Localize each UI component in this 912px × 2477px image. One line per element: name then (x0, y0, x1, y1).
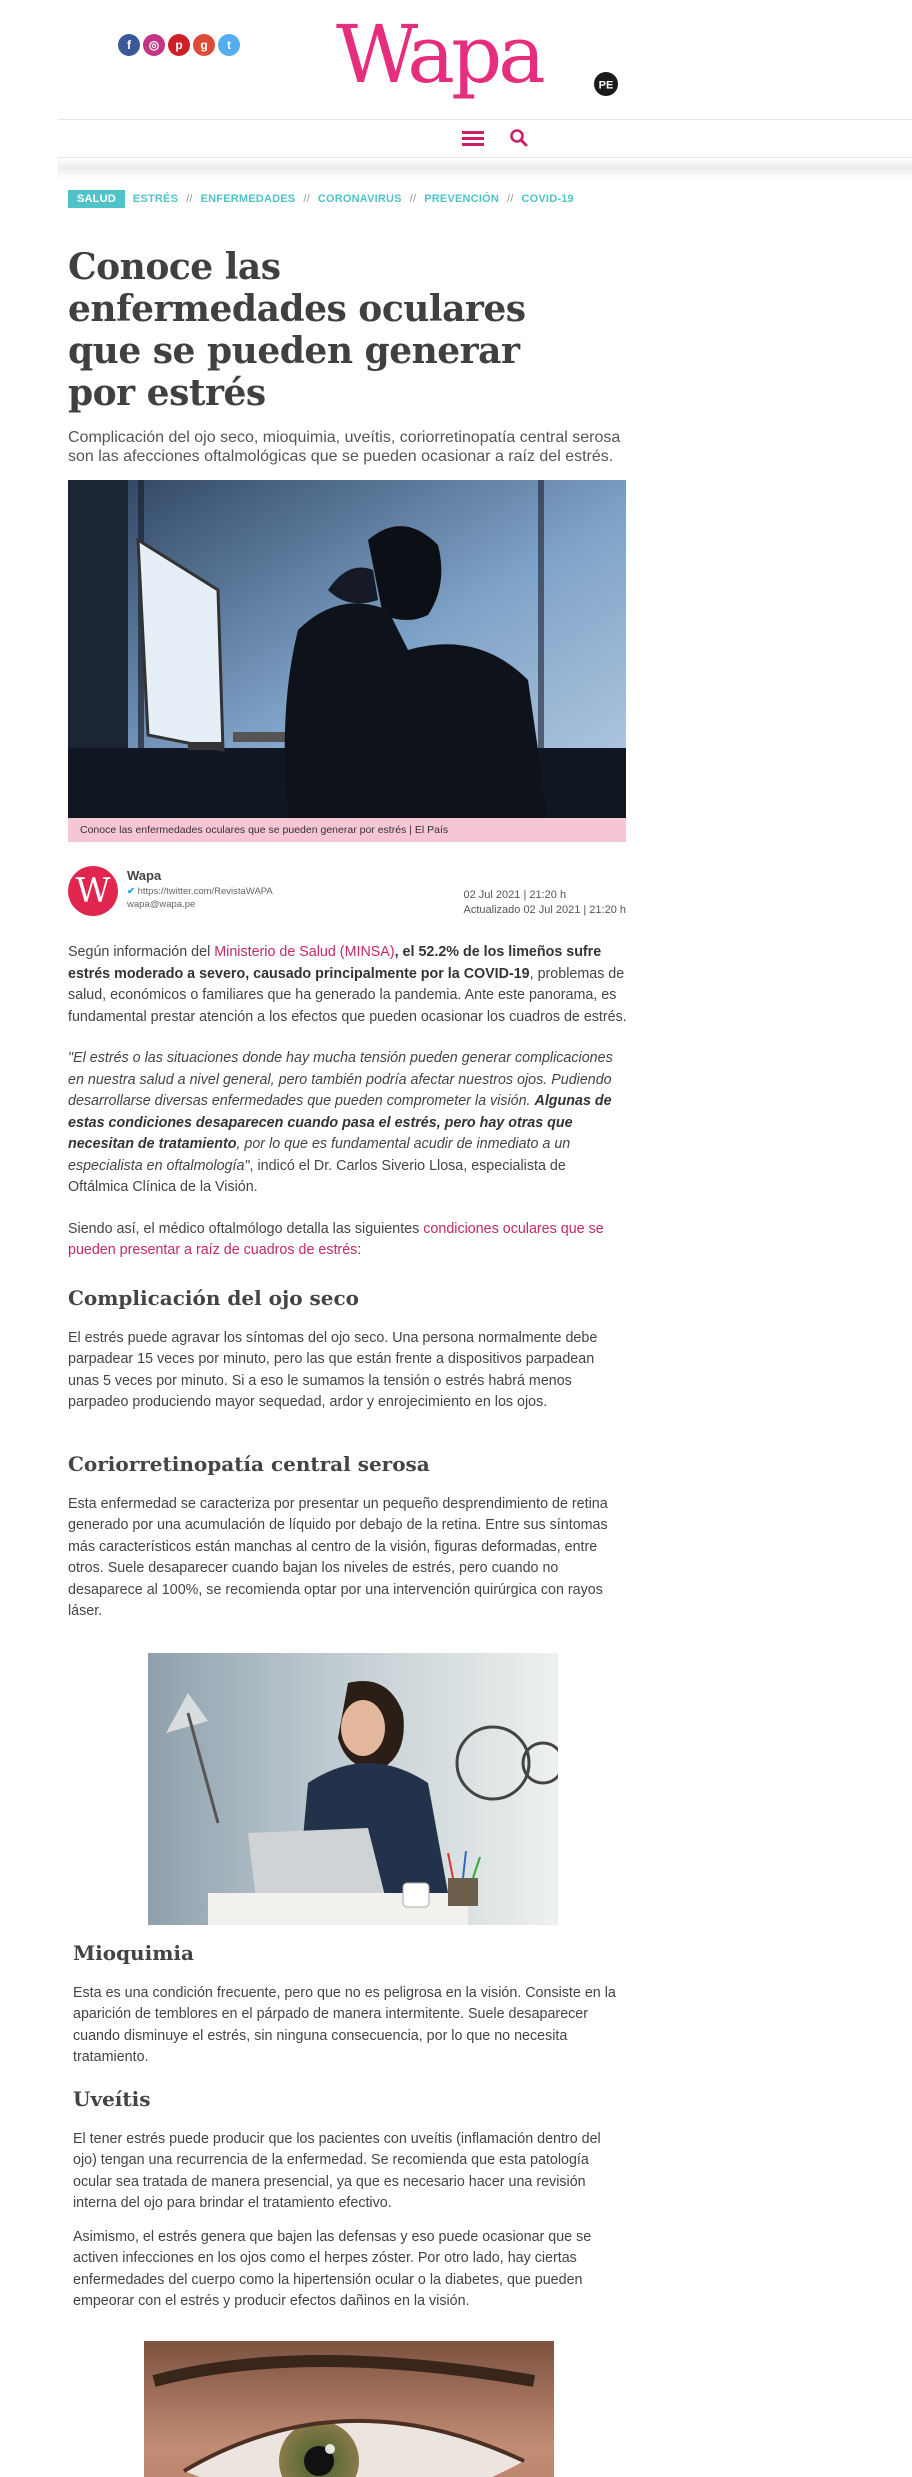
breadcrumb-separator: // (186, 193, 193, 205)
paragraph: Según información del Ministerio de Salud (MINSA), el 52.2% de los limeños sufre estrés moderado a severo, causado principalmente por la COVID-19, problemas de salud, económicos o familiares que ha generado la pandemia. Ante este panorama, es fundamental prestar atención a los efectos que pueden ocasionar los cuadros de estrés. (68, 944, 627, 1025)
instagram-icon[interactable]: ◎ (143, 34, 165, 56)
divider (58, 119, 912, 120)
section-heading: Coriorretinopatía central serosa (68, 1451, 430, 1476)
logo-wordmark: Wapa (336, 14, 542, 101)
breadcrumb (68, 190, 628, 208)
hero-caption: Conoce las enfermedades oculares que se pueden generar por estrés | El País (68, 818, 626, 842)
section-heading: Mioquimia (73, 1940, 194, 1965)
breadcrumb-separator: // (409, 193, 417, 205)
site-header (58, 0, 912, 180)
breadcrumb-item[interactable]: ENFERMEDADES (200, 193, 296, 205)
conditions-link[interactable]: condiciones oculares que se pueden presentar a raíz de cuadros de estrés (68, 1220, 604, 1258)
author-twitter-url[interactable]: https://twitter.com/RevistaWAPA (137, 886, 273, 897)
twitter-icon[interactable]: t (218, 34, 240, 56)
author-name[interactable]: Wapa (127, 868, 162, 883)
google-plus-icon[interactable]: g (193, 34, 215, 56)
article-subtitle: Complicación del ojo seco, mioquimia, uveítis, coriorretinopatía central serosa son las afecciones oftalmológicas que se pueden ocasionar a raíz del estrés. (68, 429, 621, 465)
author-twitter[interactable] (127, 886, 273, 897)
logo-badge: PE (598, 79, 614, 92)
section-heading: Complicación del ojo seco (68, 1285, 360, 1310)
published-date: 02 Jul 2021 | 21:20 h (463, 889, 567, 901)
author-email[interactable]: wapa@wapa.pe (127, 899, 196, 910)
section-tag[interactable]: SALUD (68, 190, 125, 208)
breadcrumb-item[interactable]: ESTRÉS (132, 193, 179, 205)
hero-image (68, 480, 626, 818)
site-logo[interactable] (336, 14, 626, 110)
author-box (68, 866, 628, 922)
article-dates (464, 888, 626, 918)
woman-laptop-image (148, 1653, 558, 1925)
hamburger-menu-icon[interactable] (462, 131, 484, 146)
quote-paragraph: "El estrés o las situaciones donde hay mucha tensión pueden generar complicaciones en nuestra salud a nivel general, pero también podría afectar nuestros ojos. Pudiendo desarrollarse diversas enfermedades que pueden comprometer la visión. Algunas de estas condiciones desaparecen cuando pasa el estrés, pero hay otras que necesitan de tratamiento, por lo que es fundamental acudir de inmediato a un especialista en oftalmología", indicó el Dr. Carlos Siverio Llosa, especialista de Oftálmica Clínica de la Visión. (68, 1050, 613, 1195)
header-shadow (58, 158, 912, 180)
paragraph: Asimismo, el estrés genera que bajen las defensas y eso puede ocasionar que se activen infecciones en los ojos como el herpes zóster. Por otro lado, hay ciertas enfermedades del cuerpo como la hipertensión ocular o la diabetes, que pueden empeorar con el estrés y producir efectos dañinos en la visión. (73, 2228, 592, 2309)
breadcrumb-item[interactable]: CORONAVIRUS (317, 193, 402, 205)
author-avatar[interactable]: W (68, 866, 118, 916)
breadcrumb-item[interactable]: PREVENCIÓN (424, 193, 499, 205)
breadcrumb-separator: // (506, 193, 514, 205)
minsa-link[interactable]: Ministerio de Salud (MINSA) (214, 944, 395, 960)
eye-closeup-image (144, 2341, 554, 2477)
updated-date: Actualizado 02 Jul 2021 | 21:20 h (463, 904, 626, 916)
breadcrumb-separator: // (303, 193, 310, 205)
social-links (118, 34, 240, 56)
paragraph: Esta es una condición frecuente, pero que no es peligrosa en la visión. Consiste en la aparición de temblores en el párpado de manera intermitente. Suele desaparecer cuando disminuye el estrés, sin ninguna consecuencia, por lo que no necesita tratamiento. (73, 1984, 616, 2065)
pinterest-icon[interactable]: p (168, 34, 190, 56)
twitter-icon: ✔ (127, 886, 135, 897)
paragraph: El tener estrés puede producir que los pacientes con uveítis (inflamación dentro del ojo) tengan una recurrencia de la enfermedad. Se recomienda que esta patología ocular sea tratada de manera presencial, ya que es necesario hacer una revisión interna del ojo para brindar el tratamiento efectivo. (73, 2130, 601, 2211)
article-title: Conoce las enfermedades oculares que se pueden generar por estrés (68, 246, 526, 414)
paragraph: Siendo así, el médico oftalmólogo detalla las siguientes condiciones oculares que se pueden presentar a raíz de cuadros de estrés: (68, 1220, 604, 1258)
breadcrumb-item[interactable]: COVID-19 (521, 193, 574, 205)
search-icon[interactable] (509, 128, 529, 148)
section-heading: Uveítis (73, 2086, 151, 2111)
paragraph: Esta enfermedad se caracteriza por presentar un pequeño desprendimiento de retina generado por una acumulación de líquido por debajo de la retina. Entre sus síntomas más característicos están manchas al centro de la visión, figuras deformadas, entre otros. Suele desaparecer cuando bajan los niveles de estrés, pero cuando no desaparece al 100%, se recomienda optar por una intervención quirúrgica con rayos láser. (68, 1495, 608, 1619)
facebook-icon[interactable]: f (118, 34, 140, 56)
paragraph: El estrés puede agravar los síntomas del ojo seco. Una persona normalmente debe parpadear 15 veces por minuto, pero las que están frente a dispositivos parpadean unas 5 veces por minuto. Si a eso le sumamos la tensión o estrés habrá menos parpadeo produciendo mayor sequedad, ardor y enrojecimiento en los ojos. (68, 1329, 598, 1410)
article (68, 190, 628, 2477)
